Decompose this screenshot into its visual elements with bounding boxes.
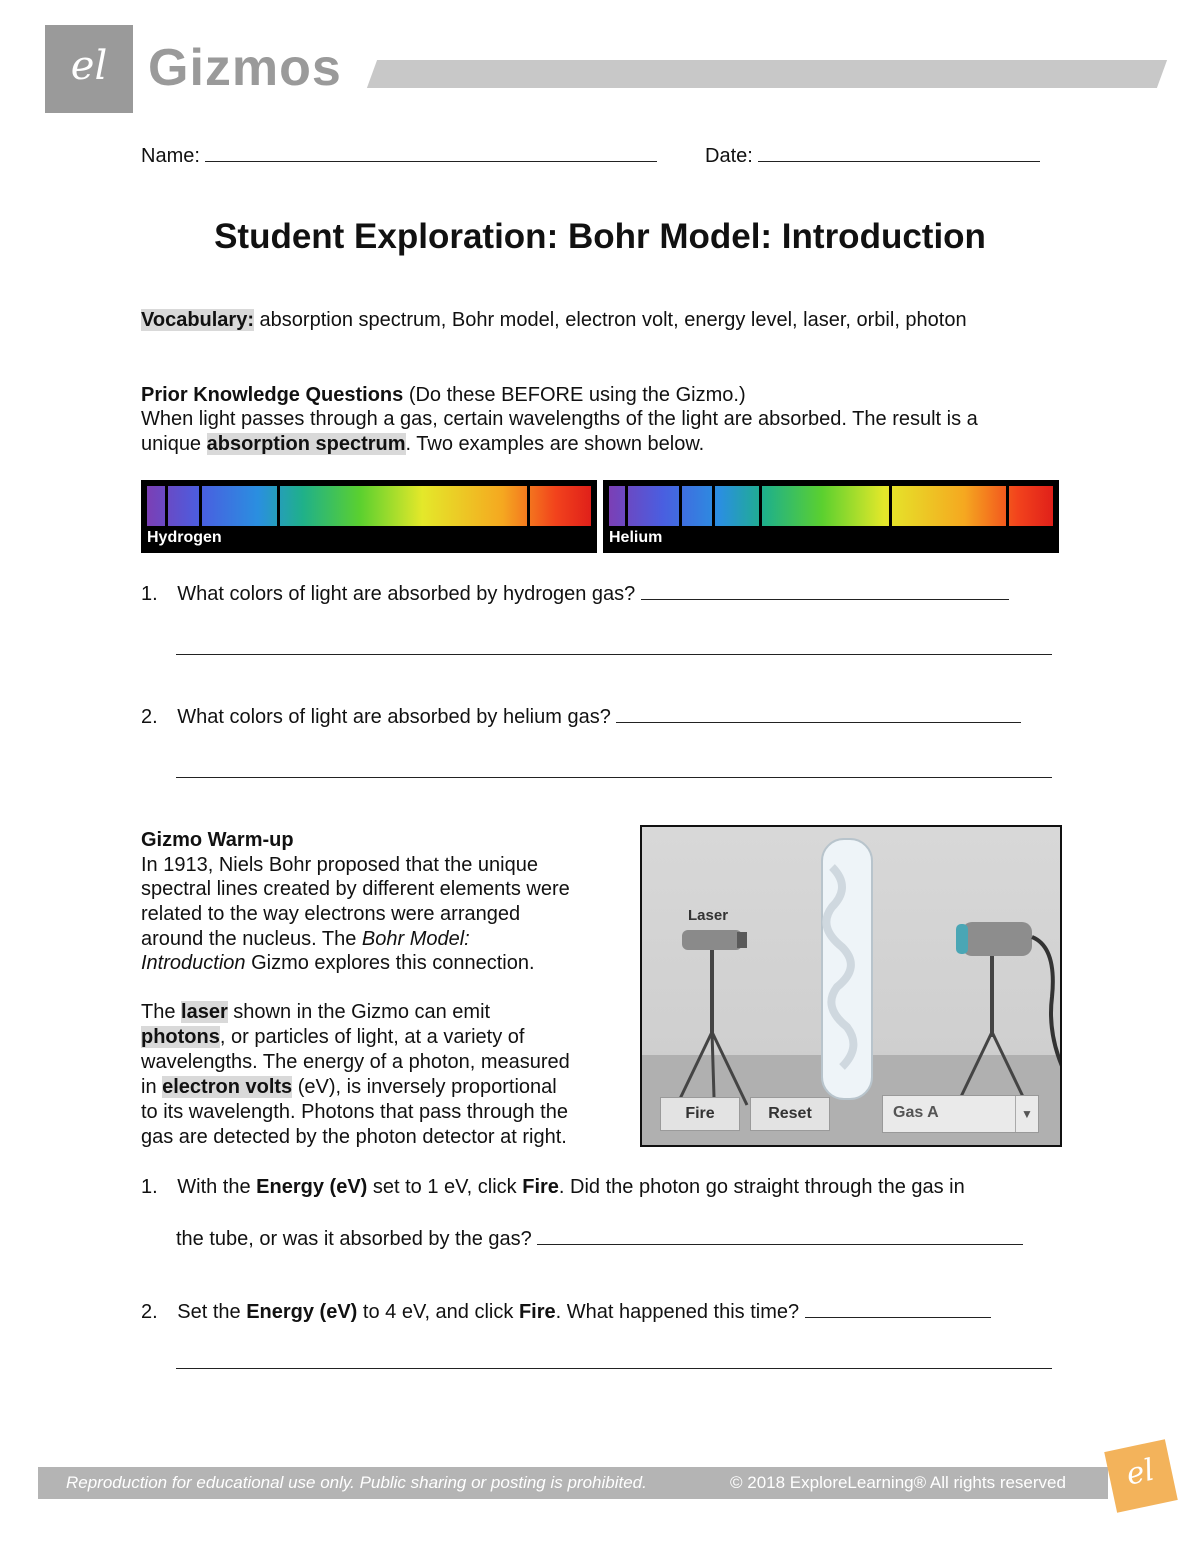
date-field <box>705 143 1040 168</box>
footer-logo <box>1104 1439 1178 1513</box>
answer-blank[interactable] <box>805 1299 991 1318</box>
text: With the <box>177 1176 257 1198</box>
helium-band <box>609 486 1053 526</box>
absorption-line <box>527 486 530 526</box>
prior-line-1: When light passes through a gas, certain wavelengths of the light are absorbed. The result is a <box>141 408 978 430</box>
answer-blank[interactable] <box>176 654 1052 655</box>
brand-name: Gizmos <box>148 39 342 97</box>
text: around the nucleus. The <box>141 928 362 950</box>
fire-button[interactable]: Fire <box>660 1097 740 1131</box>
absorption-line <box>277 486 280 526</box>
question-text: the tube, or was it absorbed by the gas? <box>176 1228 532 1250</box>
warmup-heading-text: Gizmo Warm-up <box>141 829 294 851</box>
text: (eV), is inversely proportional <box>292 1076 557 1098</box>
text: . What happened this time? <box>555 1301 800 1323</box>
warmup-text: In 1913, Niels Bohr proposed that the unique <box>141 854 538 876</box>
name-field <box>141 143 657 168</box>
question-text: What colors of light are absorbed by hydrogen gas? <box>177 583 636 605</box>
text: , or particles of light, at a variety of <box>219 1026 525 1048</box>
warmup-text: spectral lines created by different elements were <box>141 878 570 900</box>
absorption-line <box>679 486 682 526</box>
date-blank[interactable] <box>758 143 1040 162</box>
warmup-text: wavelengths. The energy of a photon, measured <box>141 1051 570 1073</box>
answer-blank[interactable] <box>537 1226 1023 1245</box>
answer-blank[interactable] <box>641 581 1009 600</box>
warmup-text <box>141 1075 557 1099</box>
absorption-line <box>625 486 628 526</box>
term-laser: laser <box>181 1001 228 1023</box>
helium-spectrum <box>603 480 1059 553</box>
vocabulary <box>141 308 967 332</box>
header-bar <box>367 60 1167 88</box>
question-number: 1. <box>141 1176 158 1198</box>
text: unique <box>141 433 207 455</box>
warmup-text: to its wavelength. Photons that pass through the <box>141 1101 568 1123</box>
warmup-question-1 <box>141 1175 965 1199</box>
warmup-text <box>141 1025 524 1049</box>
absorption-line <box>712 486 715 526</box>
text: The <box>141 1001 182 1023</box>
footer-copyright: © 2018 ExploreLearning® All rights reserved <box>730 1473 1066 1492</box>
bold-term: Energy (eV) <box>246 1301 358 1323</box>
question-text: What colors of light are absorbed by helium gas? <box>177 706 611 728</box>
vocabulary-label: Vocabulary: <box>141 309 254 331</box>
answer-blank[interactable] <box>176 1368 1052 1369</box>
text: . Two examples are shown below. <box>405 433 705 455</box>
gas-select-value: Gas A <box>893 1104 939 1121</box>
prior-knowledge-heading <box>141 383 746 407</box>
text: to 4 eV, and click <box>357 1301 519 1323</box>
absorption-line <box>1006 486 1009 526</box>
term-photons: photons <box>141 1026 220 1048</box>
prior-line-2 <box>141 432 704 456</box>
text: . Did the photon go straight through the gas in <box>558 1176 965 1198</box>
bold-term: Fire <box>522 1176 559 1198</box>
question-number: 2. <box>141 1301 158 1323</box>
question-1-hydrogen <box>141 581 1009 606</box>
warmup-text <box>141 951 535 975</box>
explorelearning-logo <box>45 25 133 113</box>
term-absorption-spectrum: absorption spectrum <box>206 433 406 455</box>
vocabulary-terms: absorption spectrum, Bohr model, electron volt, energy level, laser, orbil, photon <box>254 309 967 331</box>
absorption-line <box>889 486 892 526</box>
footer-logo-text: el <box>1123 1452 1158 1493</box>
question-number: 2. <box>141 706 158 728</box>
hydrogen-spectrum <box>141 480 597 553</box>
gizmo-name: Bohr Model: <box>361 928 470 950</box>
laser-label: Laser <box>688 907 729 924</box>
hydrogen-label: Hydrogen <box>147 529 222 546</box>
warmup-text <box>141 1000 490 1024</box>
text: Gizmo explores this connection. <box>245 952 535 974</box>
absorption-line <box>165 486 168 526</box>
gizmo-screenshot <box>640 825 1062 1147</box>
footer-notice: Reproduction for educational use only. Public sharing or posting is prohibited. <box>66 1473 647 1492</box>
name-blank[interactable] <box>205 143 657 162</box>
warmup-question-2 <box>141 1299 991 1324</box>
hydrogen-band <box>147 486 591 526</box>
absorption-line <box>199 486 202 526</box>
warmup-text: related to the way electrons were arranged <box>141 903 521 925</box>
text: shown in the Gizmo can emit <box>227 1001 491 1023</box>
absorption-line <box>759 486 762 526</box>
term-electron-volts: electron volts <box>162 1076 293 1098</box>
warmup-text: gas are detected by the photon detector at right. <box>141 1126 567 1148</box>
prior-note: (Do these BEFORE using the Gizmo.) <box>403 384 746 406</box>
footer-bar <box>38 1467 1108 1499</box>
warmup-text <box>141 927 470 951</box>
chevron-down-icon: ▼ <box>1015 1096 1038 1132</box>
text: Set the <box>177 1301 247 1323</box>
date-label: Date: <box>705 145 753 167</box>
text: in <box>141 1076 163 1098</box>
bold-term: Energy (eV) <box>256 1176 368 1198</box>
gas-select[interactable] <box>882 1095 1039 1133</box>
name-label: Name: <box>141 145 200 167</box>
gizmo-name: Introduction <box>141 952 246 974</box>
question-2-helium <box>141 704 1021 729</box>
reset-button[interactable]: Reset <box>750 1097 830 1131</box>
warmup-heading <box>141 828 294 852</box>
prior-heading: Prior Knowledge Questions <box>141 384 404 406</box>
answer-blank[interactable] <box>616 704 1021 723</box>
helium-label: Helium <box>609 529 663 546</box>
page-title: Student Exploration: Bohr Model: Introduction <box>214 217 986 256</box>
logo-text: el <box>70 43 108 89</box>
answer-blank[interactable] <box>176 777 1052 778</box>
question-number: 1. <box>141 583 158 605</box>
text: set to 1 eV, click <box>367 1176 523 1198</box>
bold-term: Fire <box>518 1301 556 1323</box>
warmup-question-1-line-2 <box>176 1226 1023 1251</box>
